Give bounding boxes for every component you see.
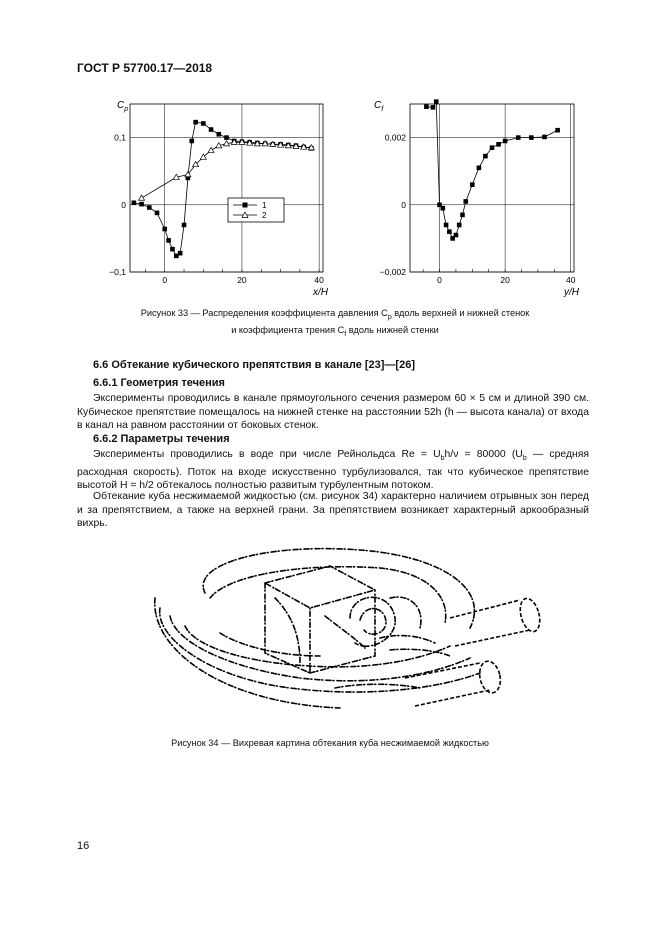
cp-series-1-point xyxy=(193,120,198,125)
cf-series-1-point xyxy=(444,223,449,228)
cp-series-1-point xyxy=(189,139,194,144)
cp-legend-label-1: 1 xyxy=(262,201,267,210)
cf-series-1-point xyxy=(542,135,547,140)
cp-series-1-point xyxy=(216,132,221,137)
cp-series-1-point xyxy=(147,205,152,210)
cp-legend-box xyxy=(228,198,284,222)
cf-series-1-point xyxy=(555,128,560,133)
cp-series-1-point xyxy=(162,227,167,232)
cp-series-1-point xyxy=(170,247,175,252)
cf-y-tick-label: 0 xyxy=(401,199,406,210)
cp-plot xyxy=(109,104,324,285)
figure-34-caption: Рисунок 34 — Вихревая картина обтекания куба несжимаемой жидкостью xyxy=(171,738,489,748)
cf-series-1-point xyxy=(516,135,521,140)
cp-series-1-point xyxy=(182,223,187,228)
section-6-6-2-paragraph-1: Эксперименты проводились в воде при числе Рейнольдса $Re = U_bh/\nu = 80000$ ($U_b$ — средняя расходная скорость). Поток на входе искусственно турбулизовался, так что кубическое препятствие высотой H = h/2 обтекалось полностью развитым турбулентным потоком. xyxy=(77,449,590,492)
document-header: ГОСТ Р 57700.17—2018 xyxy=(77,61,213,75)
figure-33-caption-line-2: и коэффициента трения $C_f$ вдоль нижней стенки xyxy=(231,324,439,338)
cp-chart-svg xyxy=(100,96,340,306)
cp-series-1-point xyxy=(139,202,144,207)
cf-y-label: $C_f$ xyxy=(374,100,384,113)
cf-series-1-line xyxy=(426,102,557,239)
cf-series-1-point xyxy=(434,99,439,104)
cp-legend xyxy=(228,198,284,222)
cp-series-1-point xyxy=(166,238,171,243)
cp-series-1-point xyxy=(224,135,229,140)
cf-y-tick-label: 0,002 xyxy=(384,132,406,143)
figure-33-caption xyxy=(110,307,560,341)
cp-legend-marker-1 xyxy=(243,203,248,208)
cf-series-1-point xyxy=(460,213,465,218)
cf-series-1-point xyxy=(431,105,436,110)
cf-x-tick-label: 20 xyxy=(500,275,510,285)
cp-x-tick-label: 40 xyxy=(314,275,324,285)
vortex-pattern-image xyxy=(150,538,550,718)
section-6-6-1-paragraph: Эксперименты проводились в канале прямоугольного сечения размером 60 × 5 см и длиной 390 см. Кубическое препятствие помещалось на нижней стенке на расстоянии 52h (h — высота канала) от входа в канал на равном расстоянии от боковых стенок. xyxy=(77,393,589,432)
cf-series-1-point xyxy=(490,145,495,150)
cp-y-tick-label: 0 xyxy=(121,199,126,210)
cp-series-1-point xyxy=(201,121,206,126)
cp-x-label: x/H xyxy=(313,287,328,298)
page-number: 16 xyxy=(77,840,90,852)
cp-series-1-point xyxy=(155,211,160,216)
cp-x-tick-label: 20 xyxy=(237,275,247,285)
cf-series-1-point xyxy=(463,199,468,204)
section-6-6-1-title: 6.6.1 Геометрия течения xyxy=(93,377,225,389)
section-6-6-2-paragraph-2: Обтекание куба несжимаемой жидкостью (см. рисунок 34) характерно наличием отрывных зон перед и за препятствием, а также на верхней грани. За препятствием возникает характерный аркообразный вихрь. xyxy=(77,491,589,530)
cp-series-2-point xyxy=(208,147,214,152)
cf-series-1-point xyxy=(496,142,501,147)
figure-33-caption-line-1: Рисунок 33 — Распределения коэффициента давления $C_p$ вдоль верхней и нижней стенок xyxy=(140,308,530,321)
cf-series-1-point xyxy=(454,233,459,238)
cf-x-label: y/H xyxy=(564,287,579,298)
cf-chart xyxy=(340,96,585,311)
cf-chart-svg xyxy=(340,96,585,306)
cp-series-2-point xyxy=(139,195,145,200)
cf-series-1-point xyxy=(529,135,534,140)
cp-series-1-point xyxy=(209,127,214,132)
cp-y-label: $C_p$ xyxy=(117,100,129,113)
cf-frame xyxy=(410,104,574,272)
cf-series-1-point xyxy=(470,182,475,187)
cf-series-1-point xyxy=(424,104,429,109)
cf-series-1-point xyxy=(483,154,488,159)
cf-plot xyxy=(380,99,576,285)
cp-series-1-point xyxy=(132,200,137,205)
cp-y-tick-label: 0,1 xyxy=(114,132,126,143)
cf-series-1-point xyxy=(447,229,452,234)
cp-series-2-line xyxy=(142,142,312,198)
cp-y-tick-label: −0,1 xyxy=(109,267,126,277)
vortex-pattern-figure xyxy=(150,538,550,723)
cp-x-tick-label: 0 xyxy=(162,275,168,285)
cf-series-1-point xyxy=(503,139,508,144)
cp-legend-label-2: 2 xyxy=(262,211,267,220)
cf-series-1-point xyxy=(457,223,462,228)
section-6-6-2-title: 6.6.2 Параметры течения xyxy=(93,433,230,445)
cp-series-1-line xyxy=(134,122,312,256)
cf-series-1-point xyxy=(441,206,446,211)
section-6-6-title: 6.6 Обтекание кубического препятствия в канале [23]—[26] xyxy=(93,359,415,371)
cp-series-1-point xyxy=(178,251,183,256)
cf-series-1-point xyxy=(477,166,482,171)
cf-x-tick-label: 0 xyxy=(437,275,442,285)
cp-chart xyxy=(100,96,340,311)
cf-x-tick-label: 40 xyxy=(565,275,576,285)
cf-y-tick-label: −0,002 xyxy=(379,267,406,277)
